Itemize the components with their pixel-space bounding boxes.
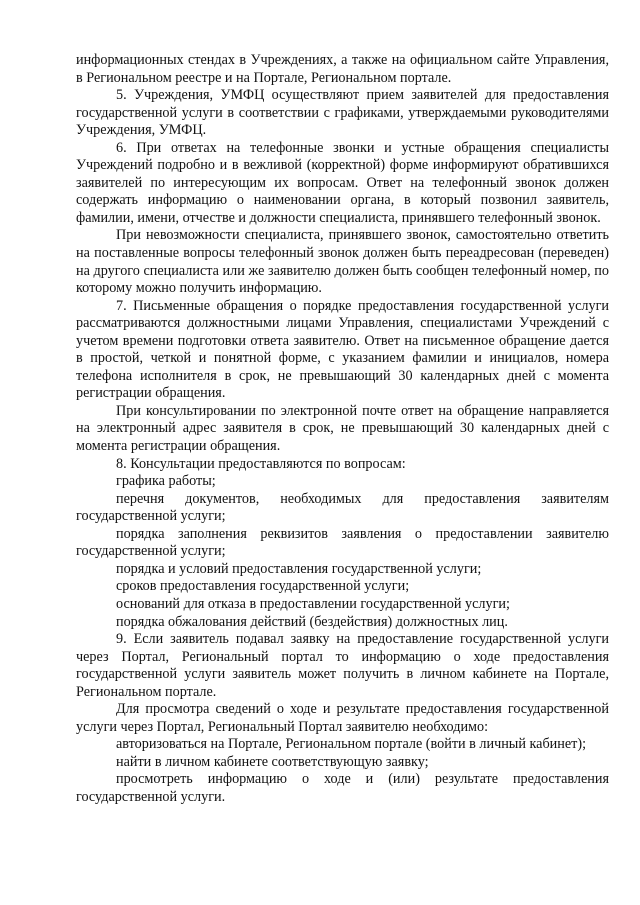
consult-topic-conditions: порядка и условий предоставления государственной услуги; xyxy=(116,560,482,577)
step-view-status: просмотреть информацию о ходе и (или) результате предоставления государственной услуги. xyxy=(76,771,609,805)
consult-topic-appeal: порядка обжалования действий (бездействия) должностных лиц. xyxy=(116,613,508,630)
consult-topic-refusal: оснований для отказа в предоставлении государственной услуги; xyxy=(116,595,510,612)
paragraph-item-8: 8. Консультации предоставляются по вопросам: xyxy=(116,455,406,472)
paragraph-item-6: 6. При ответах на телефонные звонки и устные обращения специалисты Учреждений подробно и в вежливой (корректной) форме информируют обратившихся заявителей по интересующим их вопросам. Ответ на телефонный звонок должен содержать информацию о наименовании органа, в который позвонил заявитель, фамилии, имени, отчестве и должности специалиста, принявшего телефонный звонок. xyxy=(76,139,609,226)
consult-topic-form-filling: порядка заполнения реквизитов заявления о предоставлении заявителю государственной услуги; xyxy=(76,525,609,560)
paragraph-continuation: информационных стендах в Учреждениях, а также на официальном сайте Управления, в Региональном реестре и на Портале, Региональном портале. xyxy=(76,52,609,86)
consult-topic-schedule: графика работы; xyxy=(116,473,216,490)
paragraph-item-7-email: При консультировании по электронной почте ответ на обращение направляется на электронный адрес заявителя в срок, не превышающий 30 календарных дней с момента регистрации обращения. xyxy=(76,402,609,455)
paragraph-item-9-view: Для просмотра сведений о ходе и результате предоставления государственной услуги через Портал, Региональный Портал заявителю необходимо: xyxy=(76,701,609,735)
step-find-request: найти в личном кабинете соответствующую заявку; xyxy=(116,753,429,770)
consult-topic-terms: сроков предоставления государственной услуги; xyxy=(116,578,410,595)
paragraph-item-9: 9. Если заявитель подавал заявку на предоставление государственной услуги через Портал, Региональный портал то информацию о ходе предоставления государственной услуги заявитель может получить в личном кабинете на Портале, Региональном портале. xyxy=(76,631,609,700)
step-authorize: авторизоваться на Портале, Региональном портале (войти в личный кабинет); xyxy=(116,736,587,753)
paragraph-item-7: 7. Письменные обращения о порядке предоставления государственной услуги рассматриваются должностными лицами Управления, специалистами Учреждений с учетом времени подготовки ответа заявителю. Ответ на письменное обращение дается в простой, четкой и понятной форме, с указанием фамилии и инициалов, номера телефона исполнителя в срок, не превышающий 30 календарных дней с момента регистрации обращения. xyxy=(76,297,609,402)
consult-topic-documents: перечня документов, необходимых для предоставления заявителям государственной услуги; xyxy=(76,490,609,525)
document-page xyxy=(76,52,609,807)
paragraph-item-5: 5. Учреждения, УМФЦ осуществляют прием заявителей для предоставления государственной услуги в соответствии с графиками, утверждаемыми руководителями Учреждения, УМФЦ. xyxy=(76,87,609,139)
paragraph-item-6-redirect: При невозможности специалиста, принявшего звонок, самостоятельно ответить на поставленные вопросы телефонный звонок должен быть переадресован (переведен) на другого специалиста или же заявителю должен быть сообщен телефонный номер, по которому можно получить информацию. xyxy=(76,227,609,297)
